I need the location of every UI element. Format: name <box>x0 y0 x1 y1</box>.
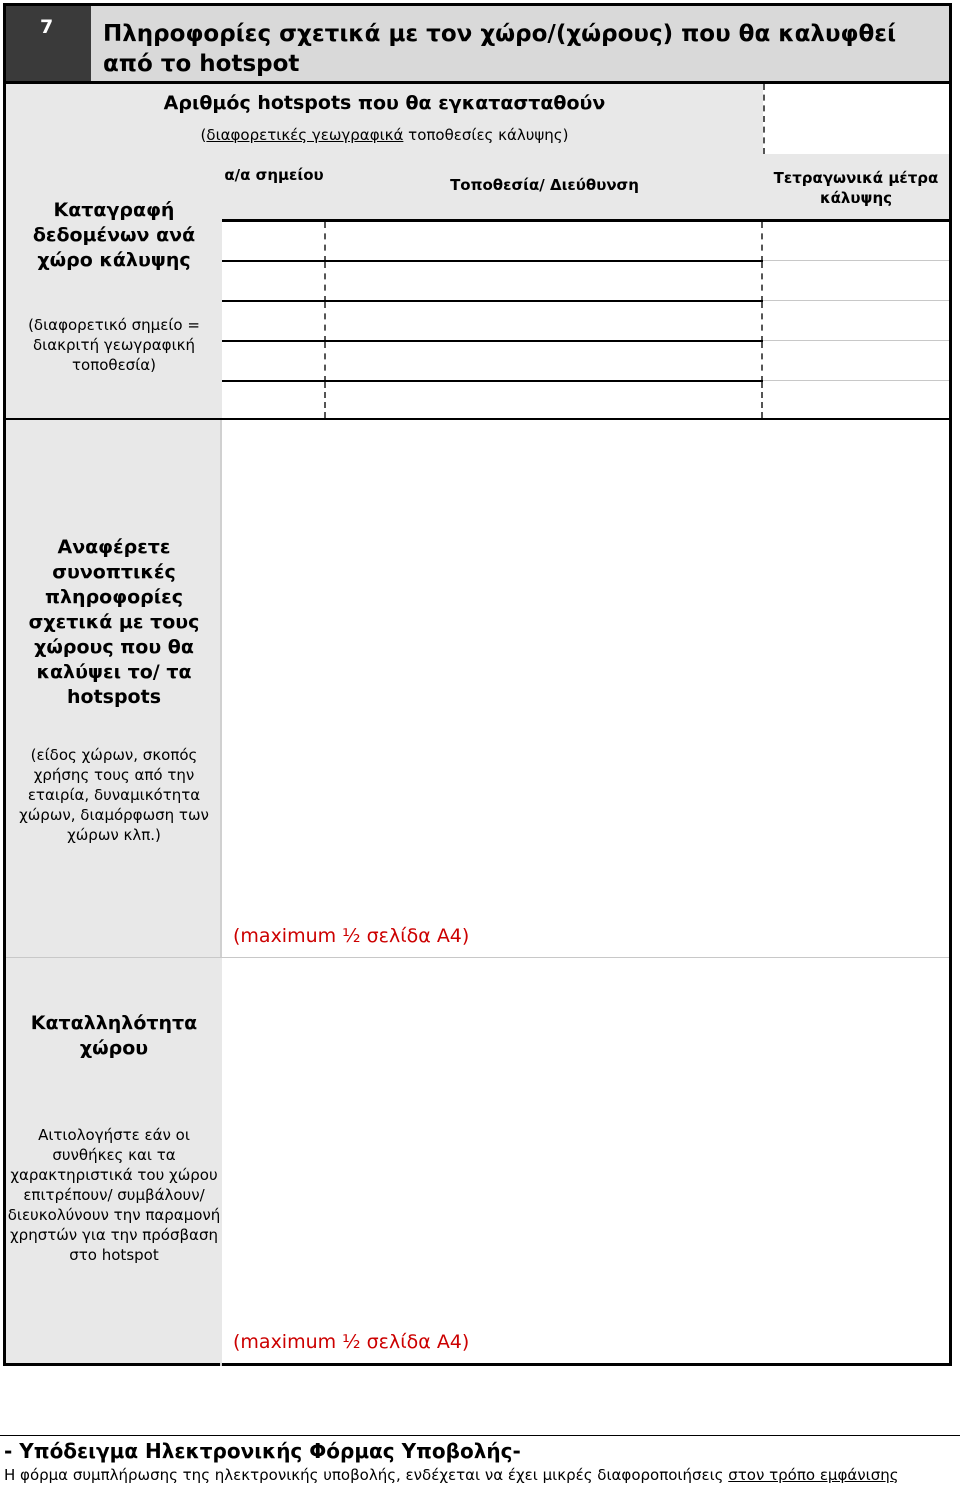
summary-info-limit: (maximum ½ σελίδα A4) <box>233 925 470 947</box>
column-header-point-number: α/α σημείου <box>222 154 326 220</box>
footer-title: - Υπόδειγμα Ηλεκτρονικής Φόρμας Υποβολής- <box>4 1439 521 1463</box>
location-cell[interactable] <box>326 342 763 382</box>
footer-note-text: Η φόρμα συμπλήρωσης της ηλεκτρονικής υποβολής, ενδέχεται να έχει μικρές διαφοροποιήσεις <box>4 1466 729 1484</box>
note-open: ( <box>200 126 207 144</box>
point-number-cell[interactable] <box>222 382 326 418</box>
table-row <box>222 382 949 418</box>
coverage-points-note: (διαφορετικό σημείο = διακριτή γεωγραφική τοποθεσία) <box>28 316 200 374</box>
point-number-cell[interactable] <box>222 342 326 382</box>
footer-note <box>4 1466 899 1484</box>
row-divider <box>763 300 949 301</box>
row-divider <box>763 380 949 381</box>
note-rest: τοποθεσίες κάλυψης) <box>403 126 569 144</box>
summary-info-textarea[interactable] <box>222 420 949 957</box>
square-meters-cell[interactable] <box>763 222 949 262</box>
footer-divider <box>0 1435 960 1436</box>
note-underlined: διαφορετικές γεωγραφικά <box>206 126 404 144</box>
coverage-points-label: Καταγραφή δεδομένων ανά χώρο κάλυψης <box>32 199 196 271</box>
table-row <box>222 342 949 382</box>
point-number-cell[interactable] <box>222 302 326 342</box>
square-meters-cell[interactable] <box>763 382 949 418</box>
hotspot-count-label: Αριθμός hotspots που θα εγκατασταθούν <box>163 92 606 114</box>
suitability-note: Αιτιολογήστε εάν οι συνθήκες και τα χαρακτηριστικά του χώρου επιτρέπουν/ συμβάλουν/ διευκολύνουν την παραμονή χρηστών για την πρόσβαση στο hotspot <box>7 1126 221 1264</box>
location-cell[interactable] <box>326 302 763 342</box>
coverage-points-label-cell <box>6 154 222 420</box>
location-cell[interactable] <box>326 382 763 418</box>
row-divider <box>763 340 949 341</box>
footer-note-underlined: στον τρόπο εμφάνισης <box>728 1466 899 1484</box>
row-divider <box>763 260 949 261</box>
table-row <box>222 302 949 342</box>
hotspot-count-note <box>6 126 763 144</box>
suitability-limit: (maximum ½ σελίδα A4) <box>233 1331 470 1353</box>
summary-info-label: Αναφέρετε συνοπτικές πληροφορίες σχετικά με τους χώρους που θα καλύψει το/ τα hotspots <box>28 536 200 708</box>
column-header-square-meters: Τετραγωνικά μέτρα κάλυψης <box>763 154 949 220</box>
suitability-textarea[interactable] <box>222 958 949 1363</box>
point-number-cell[interactable] <box>222 222 326 262</box>
section-number: 7 <box>6 6 91 81</box>
point-number-cell[interactable] <box>222 262 326 302</box>
column-header-location: Τοποθεσία/ Διεύθυνση <box>326 154 763 220</box>
suitability-label: Καταλληλότητα χώρου <box>30 1012 198 1059</box>
square-meters-cell[interactable] <box>763 302 949 342</box>
summary-info-note: (είδος χώρων, σκοπός χρήσης τους από την εταιρία, δυναμικότητα χώρων, διαμόρφωση των χώρων κλπ.) <box>19 746 209 844</box>
hotspot-count-field[interactable] <box>763 84 949 154</box>
table-row <box>222 222 949 262</box>
square-meters-cell[interactable] <box>763 262 949 302</box>
section-title: Πληροφορίες σχετικά με τον χώρο/(χώρους) που θα καλυφθεί από το hotspot <box>91 6 949 81</box>
location-cell[interactable] <box>326 222 763 262</box>
square-meters-cell[interactable] <box>763 342 949 382</box>
location-cell[interactable] <box>326 262 763 302</box>
table-row <box>222 262 949 302</box>
